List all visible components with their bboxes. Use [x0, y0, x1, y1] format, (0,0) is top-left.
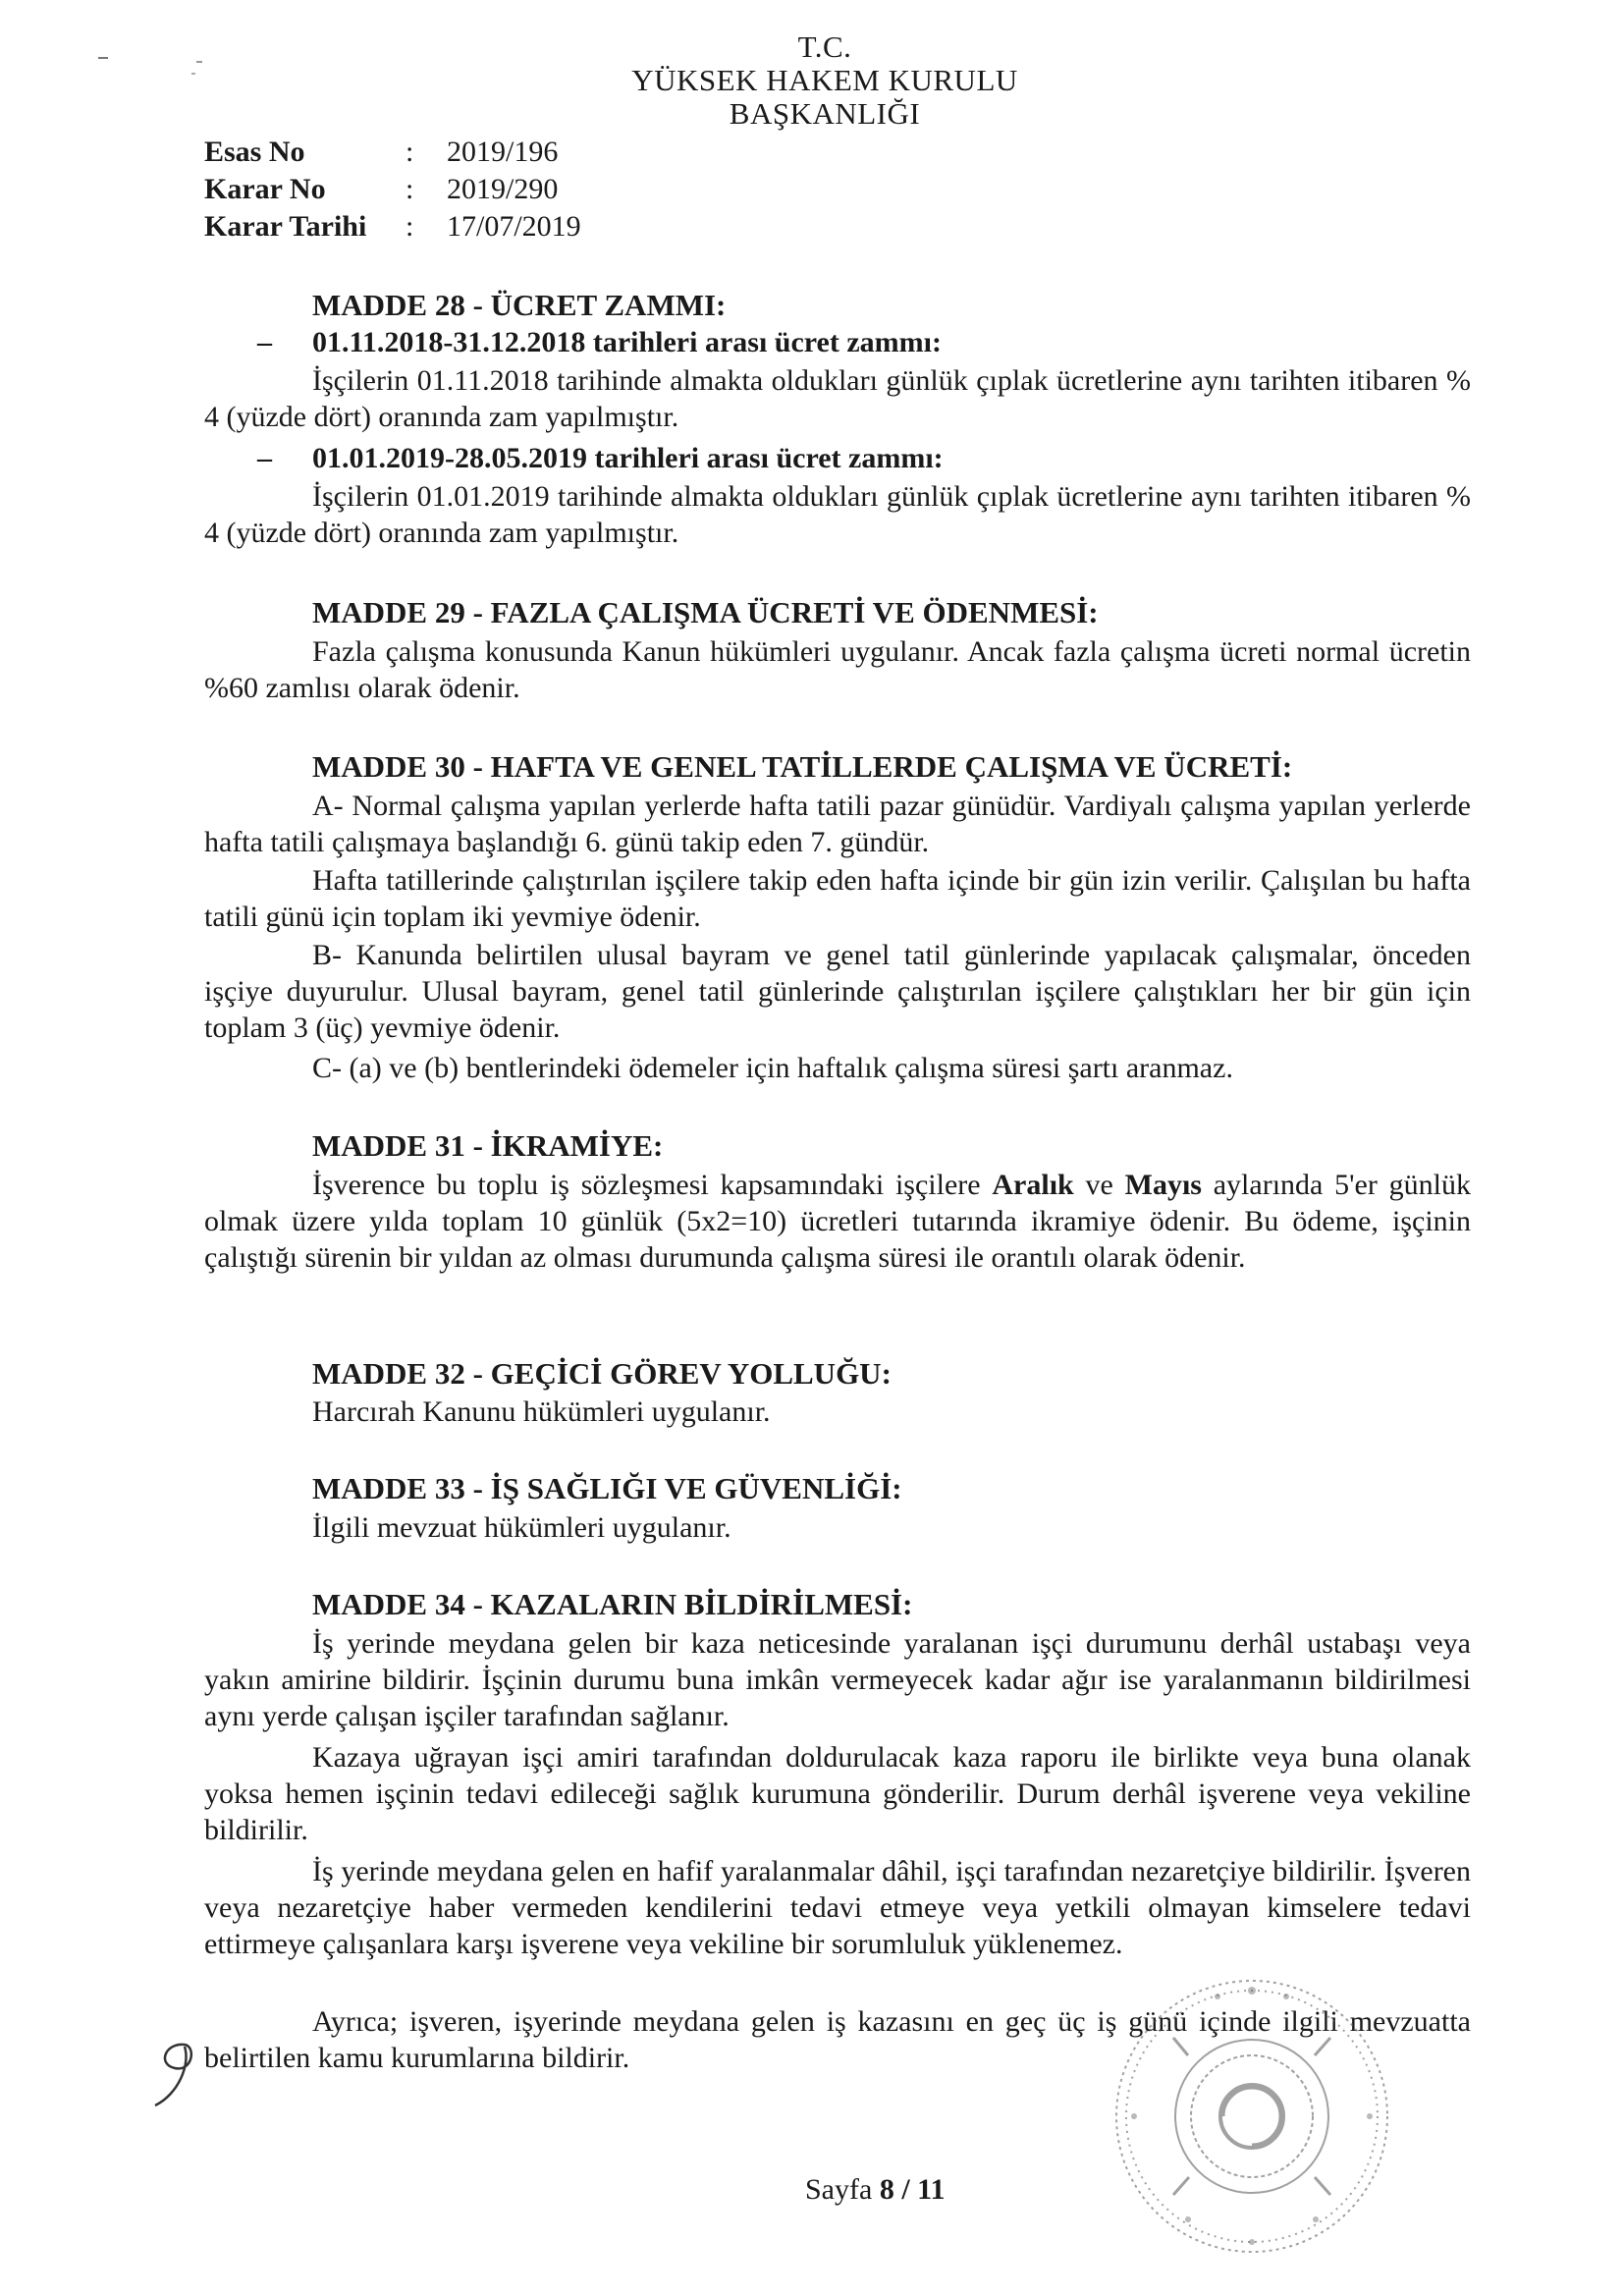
page-separator: / — [893, 2173, 918, 2206]
article-31-title: MADDE 31 - İKRAMİYE: — [312, 1128, 664, 1163]
text-run: ve — [1073, 1169, 1125, 1201]
dash-mark: – — [257, 442, 272, 474]
sub-heading: 01.11.2018-31.12.2018 tarihleri arası ücret zammı: — [312, 326, 942, 358]
handwritten-mark-icon — [145, 2035, 214, 2113]
scan-speck-icon — [59, 29, 255, 108]
article-34-p2: Kazaya uğrayan işçi amiri tarafından doldurulacak kaza raporu ile birlikte veya buna olanak yoksa hemen işçinin tedavi edileceği sağlık kurumuna gönderilir. Durum derhâl işverene veya vekiline bildirilir. — [204, 1741, 1471, 1846]
meta-value: 2019/290 — [447, 173, 559, 205]
sub-heading: 01.01.2019-28.05.2019 tarihleri arası ücret zammı: — [312, 442, 944, 474]
article-29-title: MADDE 29 - FAZLA ÇALIŞMA ÜCRETİ VE ÖDENMESİ: — [312, 595, 1099, 629]
article-34-p1: İş yerinde meydana gelen bir kaza neticesinde yaralanan işçi durumunu derhâl ustabaşı veya yakın amirine bildirir. İşçinin durumu buna imkân vermeyecek kadar ağır ise yaralanmanın bildirilmesi aynı yerde çalışan işçiler tarafından sağlanır. — [204, 1627, 1471, 1732]
article-32-text: Harcırah Kanunu hükümleri uygulanır. — [312, 1395, 771, 1428]
meta-row-tarih — [204, 208, 643, 246]
meta-key: Esas No — [204, 136, 305, 168]
header-institution: YÜKSEK HAKEM KURULU — [631, 63, 1018, 97]
article-28-text2: İşçilerin 01.01.2019 tarihinde almakta oldukları günlük çıplak ücretlerine aynı tarihten itibaren % 4 (yüzde dört) oranında zam yapılmıştır. — [204, 480, 1471, 549]
header-presidency: BAŞKANLIĞI — [729, 96, 921, 131]
article-31-text — [204, 1167, 1471, 1276]
official-seal-icon — [1105, 1969, 1399, 2264]
meta-key: Karar Tarihi — [204, 210, 367, 243]
article-30-title: MADDE 30 - HAFTA VE GENEL TATİLLERDE ÇALIŞMA VE ÜCRETİ: — [312, 749, 1293, 784]
article-29-text: Fazla çalışma konusunda Kanun hükümleri uygulanır. Ancak fazla çalışma ücreti normal ücretin %60 zamlısı olarak ödenir. — [204, 635, 1471, 704]
article-30-p3: B- Kanunda belirtilen ulusal bayram ve genel tatil günlerinde yapılacak çalışmalar, önceden işçiye duyurulur. Ulusal bayram, genel tatil günlerinde çalıştırılan işçilere çalıştıkları her bir gün için toplam 3 (üç) yevmiye ödenir. — [204, 939, 1471, 1044]
month-may: Mayıs — [1124, 1169, 1202, 1201]
article-30-p2: Hafta tatillerinde çalıştırılan işçilere takip eden hafta içinde bir gün izin verilir. Çalışılan bu hafta tatili günü için toplam iki yevmiye ödenir. — [204, 864, 1471, 933]
article-33-title: MADDE 33 - İŞ SAĞLIĞI VE GÜVENLİĞİ: — [312, 1471, 902, 1505]
article-28-sub1 — [257, 324, 942, 360]
meta-row-karar — [204, 171, 643, 208]
article-28-title: MADDE 28 - ÜCRET ZAMMI: — [312, 288, 727, 322]
meta-value: 2019/196 — [447, 136, 559, 168]
case-meta — [204, 134, 643, 246]
article-34-p3: İş yerinde meydana gelen en hafif yaralanmalar dâhil, işçi tarafından nezaretçiye bildirilir. İşveren veya nezaretçiye haber vermeden kendilerini tedavi etmeye veya yetkili olmayan kimselere tedavi ettirmeye çalışanlara karşı işverene veya vekiline bir sorumluluk yüklenemez. — [204, 1855, 1471, 1960]
article-30-p4: C- (a) ve (b) bentlerindeki ödemeler için haftalık çalışma süresi şartı aranmaz. — [312, 1052, 1233, 1084]
text-run: aylarında 5'er günlük olmak üzere yılda toplam 10 günlük (5x2=10) ücretleri tutarında ikramiye ödenir. Bu ödeme, işçinin çalıştığı sürenin bir yıldan az olması durumunda çalışma süresi ile orantılı olarak ödenir. — [204, 1169, 1471, 1274]
meta-key: Karar No — [204, 173, 326, 205]
article-33-text: İlgili mevzuat hükümleri uygulanır. — [312, 1511, 731, 1544]
meta-colon: : — [406, 136, 414, 168]
meta-value: 17/07/2019 — [447, 210, 581, 243]
article-34-title: MADDE 34 - KAZALARIN BİLDİRİLMESİ: — [312, 1587, 913, 1621]
article-34-p4: Ayrıca; işveren, işyerinde meydana gelen iş kazasını en geç üç iş günü içinde ilgili mevzuatta belirtilen kamu kurumlarına bildirir. — [204, 2005, 1471, 2074]
total-pages: 11 — [917, 2173, 946, 2206]
article-28-text1: İşçilerin 01.11.2018 tarihinde almakta oldukları günlük çıplak ücretlerine aynı tarihten itibaren % 4 (yüzde dört) oranında zam yapılmıştır. — [204, 364, 1471, 433]
article-32-title: MADDE 32 - GEÇİCİ GÖREV YOLLUĞU: — [312, 1356, 892, 1391]
article-28-sub2 — [257, 440, 944, 476]
dash-mark: – — [257, 326, 272, 358]
page-number — [805, 2172, 946, 2208]
text-run: İşverence bu toplu iş sözleşmesi kapsamındaki işçilere — [312, 1169, 993, 1201]
header-tc: T.C. — [797, 29, 852, 64]
page-prefix: Sayfa — [805, 2173, 880, 2206]
month-december: Aralık — [992, 1169, 1074, 1201]
meta-row-esas — [204, 134, 643, 171]
article-30-p1: A- Normal çalışma yapılan yerlerde hafta tatili pazar günüdür. Vardiyalı çalışma yapılan yerlerde hafta tatili çalışmaya başlandığı 6. günü takip eden 7. gündür. — [204, 790, 1471, 858]
meta-colon: : — [406, 210, 414, 243]
meta-colon: : — [406, 173, 414, 205]
current-page: 8 — [879, 2173, 894, 2206]
